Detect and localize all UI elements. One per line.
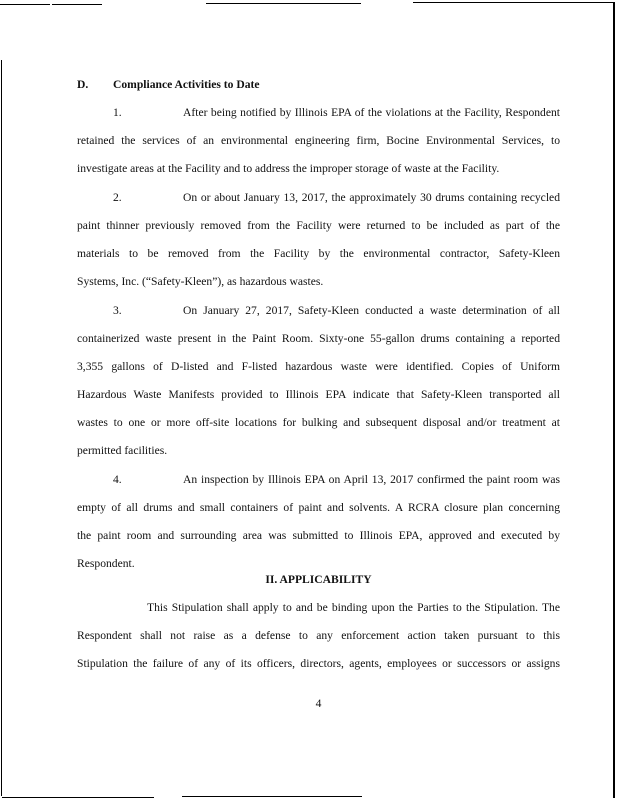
paragraph-text: This Stipulation shall apply to and be binding upon the Parties to the Stipulation. The — [147, 601, 560, 614]
paragraph-4-line-4: Respondent. — [77, 557, 135, 570]
scan-border — [613, 2, 615, 798]
paragraph-3-line-6: permitted facilities. — [77, 444, 168, 457]
section-ii-line-2: Respondent shall not raise as a defense to any enforcement action taken pursuant to this — [77, 629, 560, 642]
scan-border — [2, 797, 154, 798]
paragraph-1-line-3: investigate areas at the Facility and to address the improper storage of waste at the Facility. — [77, 162, 500, 175]
section-ii-line-1 — [77, 601, 560, 615]
paragraph-4-line-3: the paint room and surrounding area was submitted to Illinois EPA, approved and executed by — [77, 529, 560, 542]
paragraph-3-line-5: wastes to one or more off-site locations for bulking and subsequent disposal and/or treatment at — [77, 416, 560, 429]
section-d-heading — [77, 78, 560, 92]
section-d-title: Compliance Activities to Date — [113, 78, 260, 91]
paragraph-3-line-1 — [77, 304, 560, 318]
paragraph-text: An inspection by Illinois EPA on April 13, 2017 confirmed the paint room was — [183, 473, 560, 486]
paragraph-2-line-1 — [77, 191, 560, 205]
section-ii-line-3: Stipulation the failure of any of its officers, directors, agents, employees or successors or assigns — [77, 657, 560, 670]
paragraph-text: On January 27, 2017, Safety-Kleen conducted a waste determination of all — [183, 304, 560, 317]
paragraph-4-line-2: empty of all drums and small containers of paint and solvents. A RCRA closure plan concerning — [77, 501, 560, 514]
scan-border — [182, 796, 362, 797]
paragraph-number: 2. — [113, 191, 122, 204]
paragraph-text: After being notified by Illinois EPA of the violations at the Facility, Respondent — [183, 106, 560, 119]
paragraph-2-line-2: paint thinner previously removed from the Facility were returned to be included as part of the — [77, 219, 560, 232]
paragraph-1-line-1 — [77, 106, 560, 120]
paragraph-text: On or about January 13, 2017, the approximately 30 drums containing recycled — [183, 191, 560, 204]
scan-border — [413, 2, 613, 3]
paragraph-3-line-2: containerized waste present in the Paint Room. Sixty-one 55-gallon drums containing a reported — [77, 332, 560, 345]
paragraph-1-line-2: retained the services of an environmental engineering firm, Bocine Environmental Services, to — [77, 134, 560, 147]
section-ii-heading: II. APPLICABILITY — [265, 573, 372, 586]
paragraph-number: 1. — [113, 106, 122, 119]
scan-border — [52, 4, 102, 5]
paragraph-2-line-3: materials to be removed from the Facility by the environmental contractor, Safety-Kleen — [77, 247, 560, 260]
scan-border — [1, 60, 2, 796]
paragraph-4-line-1 — [77, 473, 560, 487]
page-number: 4 — [315, 697, 322, 710]
scan-border — [0, 4, 50, 5]
paragraph-2-line-4: Systems, Inc. (“Safety-Kleen”), as hazardous wastes. — [77, 275, 324, 288]
section-d-letter: D. — [77, 78, 89, 91]
paragraph-number: 3. — [113, 304, 122, 317]
scan-border — [206, 3, 361, 4]
paragraph-3-line-3: 3,355 gallons of D-listed and F-listed hazardous waste were identified. Copies of Uniform — [77, 360, 560, 373]
paragraph-3-line-4: Hazardous Waste Manifests provided to Illinois EPA indicate that Safety-Kleen transported all — [77, 388, 560, 401]
paragraph-number: 4. — [113, 473, 122, 486]
